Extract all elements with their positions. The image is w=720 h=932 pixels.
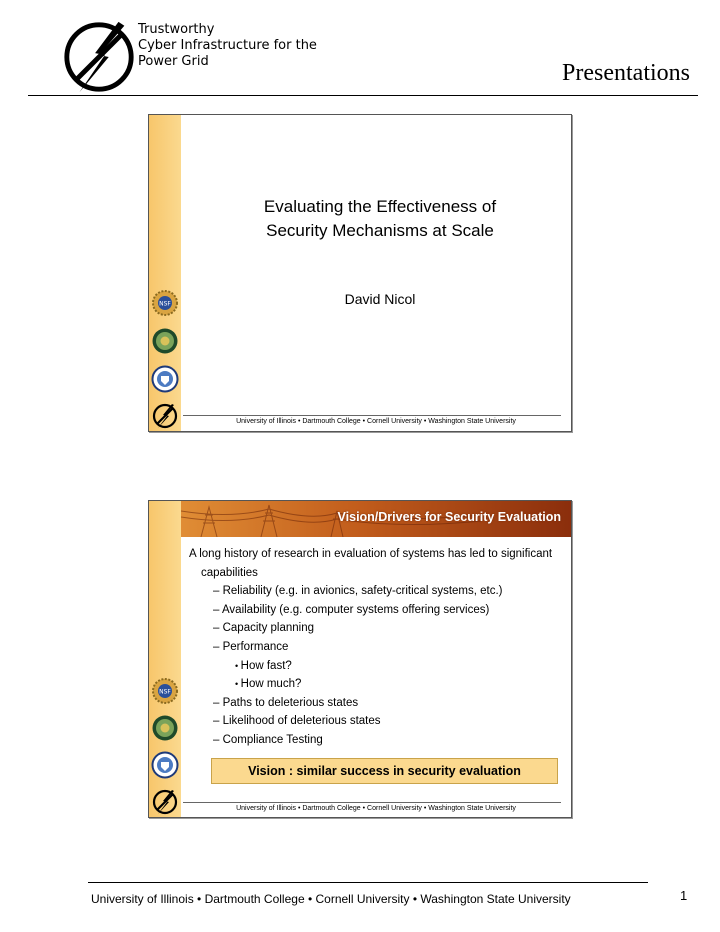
nsf-seal-icon <box>151 289 179 317</box>
dhs-seal-icon <box>151 751 179 779</box>
slide-title-line-2: Security Mechanisms at Scale <box>266 221 494 240</box>
slide-title-banner <box>181 501 571 537</box>
slide-bullets <box>189 545 564 750</box>
slide-footer-divider <box>183 415 561 416</box>
bullet-subitem: • How fast? <box>189 657 564 676</box>
header-divider <box>28 95 698 96</box>
bullet-subitem: • How much? <box>189 675 564 694</box>
bullet-item: – Availability (e.g. computer systems offering services) <box>189 601 564 620</box>
page-number: 1 <box>680 888 688 903</box>
bullet-intro: A long history of research in evaluation of systems has led to significant capabilities <box>189 548 553 579</box>
bullet-item: – Capacity planning <box>189 619 564 638</box>
slide-side-strip <box>149 501 181 817</box>
dhs-seal-icon <box>151 365 179 393</box>
bullet-item: – Paths to deleterious states <box>189 694 564 713</box>
slide-author: David Nicol <box>344 291 416 307</box>
doe-seal-icon <box>151 327 179 355</box>
slide-footer-divider <box>183 802 561 803</box>
slide-1 <box>148 114 572 432</box>
section-title: Presentations <box>562 60 690 86</box>
bullet-item: – Compliance Testing <box>189 731 564 750</box>
brand-line-2: Cyber Infrastructure for the <box>138 38 317 53</box>
slide-title-line-1: Evaluating the Effectiveness of <box>263 197 497 216</box>
bullet-item: – Performance <box>189 638 564 657</box>
tcip-logo-icon <box>60 18 138 96</box>
brand-line-3: Power Grid <box>138 54 209 69</box>
slide-footer: University of Illinois • Dartmouth College • Cornell University • Washington State University <box>236 805 516 812</box>
doe-seal-icon <box>151 714 179 742</box>
slide-footer: University of Illinois • Dartmouth College • Cornell University • Washington State University <box>236 418 516 425</box>
vision-statement: Vision : similar success in security evaluation <box>211 758 558 784</box>
nsf-seal-icon <box>151 677 179 705</box>
tcip-small-logo-icon <box>151 788 179 816</box>
page-footer: University of Illinois • Dartmouth College • Cornell University • Washington State University <box>91 892 571 906</box>
bullet-item: – Likelihood of deleterious states <box>189 712 564 731</box>
tcip-small-logo-icon <box>151 402 179 430</box>
svg-text:NSF: NSF <box>159 300 171 308</box>
page-footer-divider <box>88 882 648 883</box>
brand-line-1: Trustworthy <box>138 22 215 37</box>
bullet-item: – Reliability (e.g. in avionics, safety-critical systems, etc.) <box>189 582 564 601</box>
slide-title <box>189 195 571 243</box>
slide-title: Vision/Drivers for Security Evaluation <box>337 510 561 524</box>
svg-text:NSF: NSF <box>159 688 171 696</box>
slide-2 <box>148 500 572 818</box>
brand-name <box>138 22 317 70</box>
slide-side-strip <box>149 115 181 431</box>
